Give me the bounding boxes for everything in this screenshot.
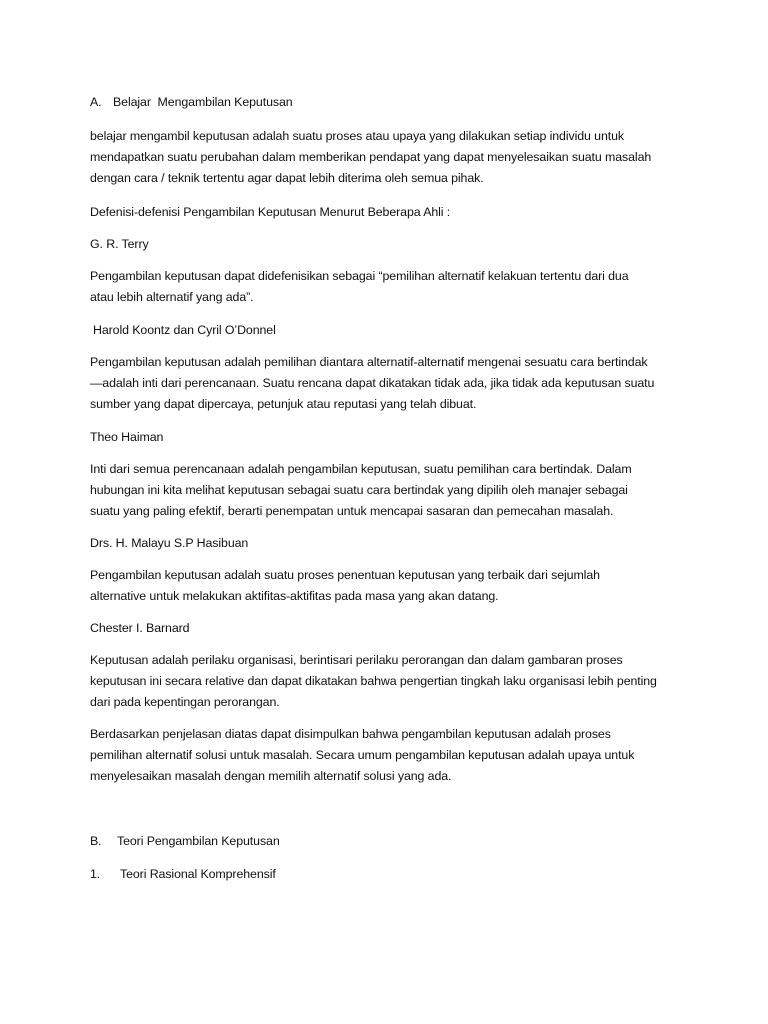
expert-text-line: atau lebih alternatif yang ada”. bbox=[90, 290, 254, 304]
expert-text-line: Pengambilan keputusan adalah pemilihan diantara alternatif-alternatif mengenai sesuatu cara bertindak bbox=[90, 355, 648, 369]
section-a-title: Belajar Mengambilan Keputusan bbox=[113, 95, 293, 109]
item-1-number: 1. bbox=[90, 867, 101, 881]
expert-text-line: suatu yang paling efektif, berarti penempatan untuk mencapai sasaran dan pemecahan masalah. bbox=[90, 504, 614, 518]
intro-line: mendapatkan suatu perubahan dalam memberikan pendapat yang dapat menyelesaikan suatu masalah bbox=[90, 150, 652, 164]
expert-text-line: Pengambilan keputusan adalah suatu proses penentuan keputusan yang terbaik dari sejumlah bbox=[90, 568, 600, 582]
intro-line: belajar mengambil keputusan adalah suatu proses atau upaya yang dilakukan setiap individu untuk bbox=[90, 129, 624, 143]
section-a-letter: A. bbox=[90, 95, 102, 109]
expert-text-line: sumber yang dapat dipercaya, petunjuk atau reputasi yang telah dibuat. bbox=[90, 397, 477, 411]
section-b-title: Teori Pengambilan Keputusan bbox=[117, 834, 280, 848]
expert-name: Theo Haiman bbox=[90, 430, 164, 444]
definitions-heading: Defenisi-defenisi Pengambilan Keputusan Menurut Beberapa Ahli : bbox=[90, 205, 451, 219]
item-1-title: Teori Rasional Komprehensif bbox=[120, 867, 276, 881]
expert-text-line: Inti dari semua perencanaan adalah pengambilan keputusan, suatu pemilihan cara bertindak. Dalam bbox=[90, 462, 632, 476]
expert-text-line: Keputusan adalah perilaku organisasi, berintisari perilaku perorangan dan dalam gambaran proses bbox=[90, 653, 623, 667]
conclusion-line: menyelesaikan masalah dengan memilih alternatif solusi yang ada. bbox=[90, 769, 452, 783]
expert-text-line: keputusan ini secara relative dan dapat dikatakan bahwa pengertian tingkah laku organisasi lebih penting bbox=[90, 674, 657, 688]
expert-name: Harold Koontz dan Cyril O’Donnel bbox=[93, 323, 276, 337]
expert-text-line: Pengambilan keputusan dapat didefenisikan sebagai “pemilihan alternatif kelakuan tertentu dari dua bbox=[90, 269, 629, 283]
expert-text-line: dari pada kepentingan perorangan. bbox=[90, 695, 280, 709]
section-b-letter: B. bbox=[90, 834, 102, 848]
conclusion-line: Berdasarkan penjelasan diatas dapat disimpulkan bahwa pengambilan keputusan adalah proses bbox=[90, 727, 611, 741]
expert-name: G. R. Terry bbox=[90, 237, 149, 251]
intro-line: dengan cara / teknik tertentu agar dapat lebih diterima oleh semua pihak. bbox=[90, 171, 484, 185]
expert-text-line: alternative untuk melakukan aktifitas-aktifitas pada masa yang akan datang. bbox=[90, 589, 499, 603]
expert-text-line: —adalah inti dari perencanaan. Suatu rencana dapat dikatakan tidak ada, jika tidak ada keputusan suatu bbox=[90, 376, 655, 390]
expert-name: Drs. H. Malayu S.P Hasibuan bbox=[90, 536, 249, 550]
expert-name: Chester I. Barnard bbox=[90, 621, 190, 635]
conclusion-line: pemilihan alternatif solusi untuk masalah. Secara umum pengambilan keputusan adalah upaya untuk bbox=[90, 748, 635, 762]
expert-text-line: hubungan ini kita melihat keputusan sebagai suatu cara bertindak yang dipilih oleh manajer sebagai bbox=[90, 483, 628, 497]
